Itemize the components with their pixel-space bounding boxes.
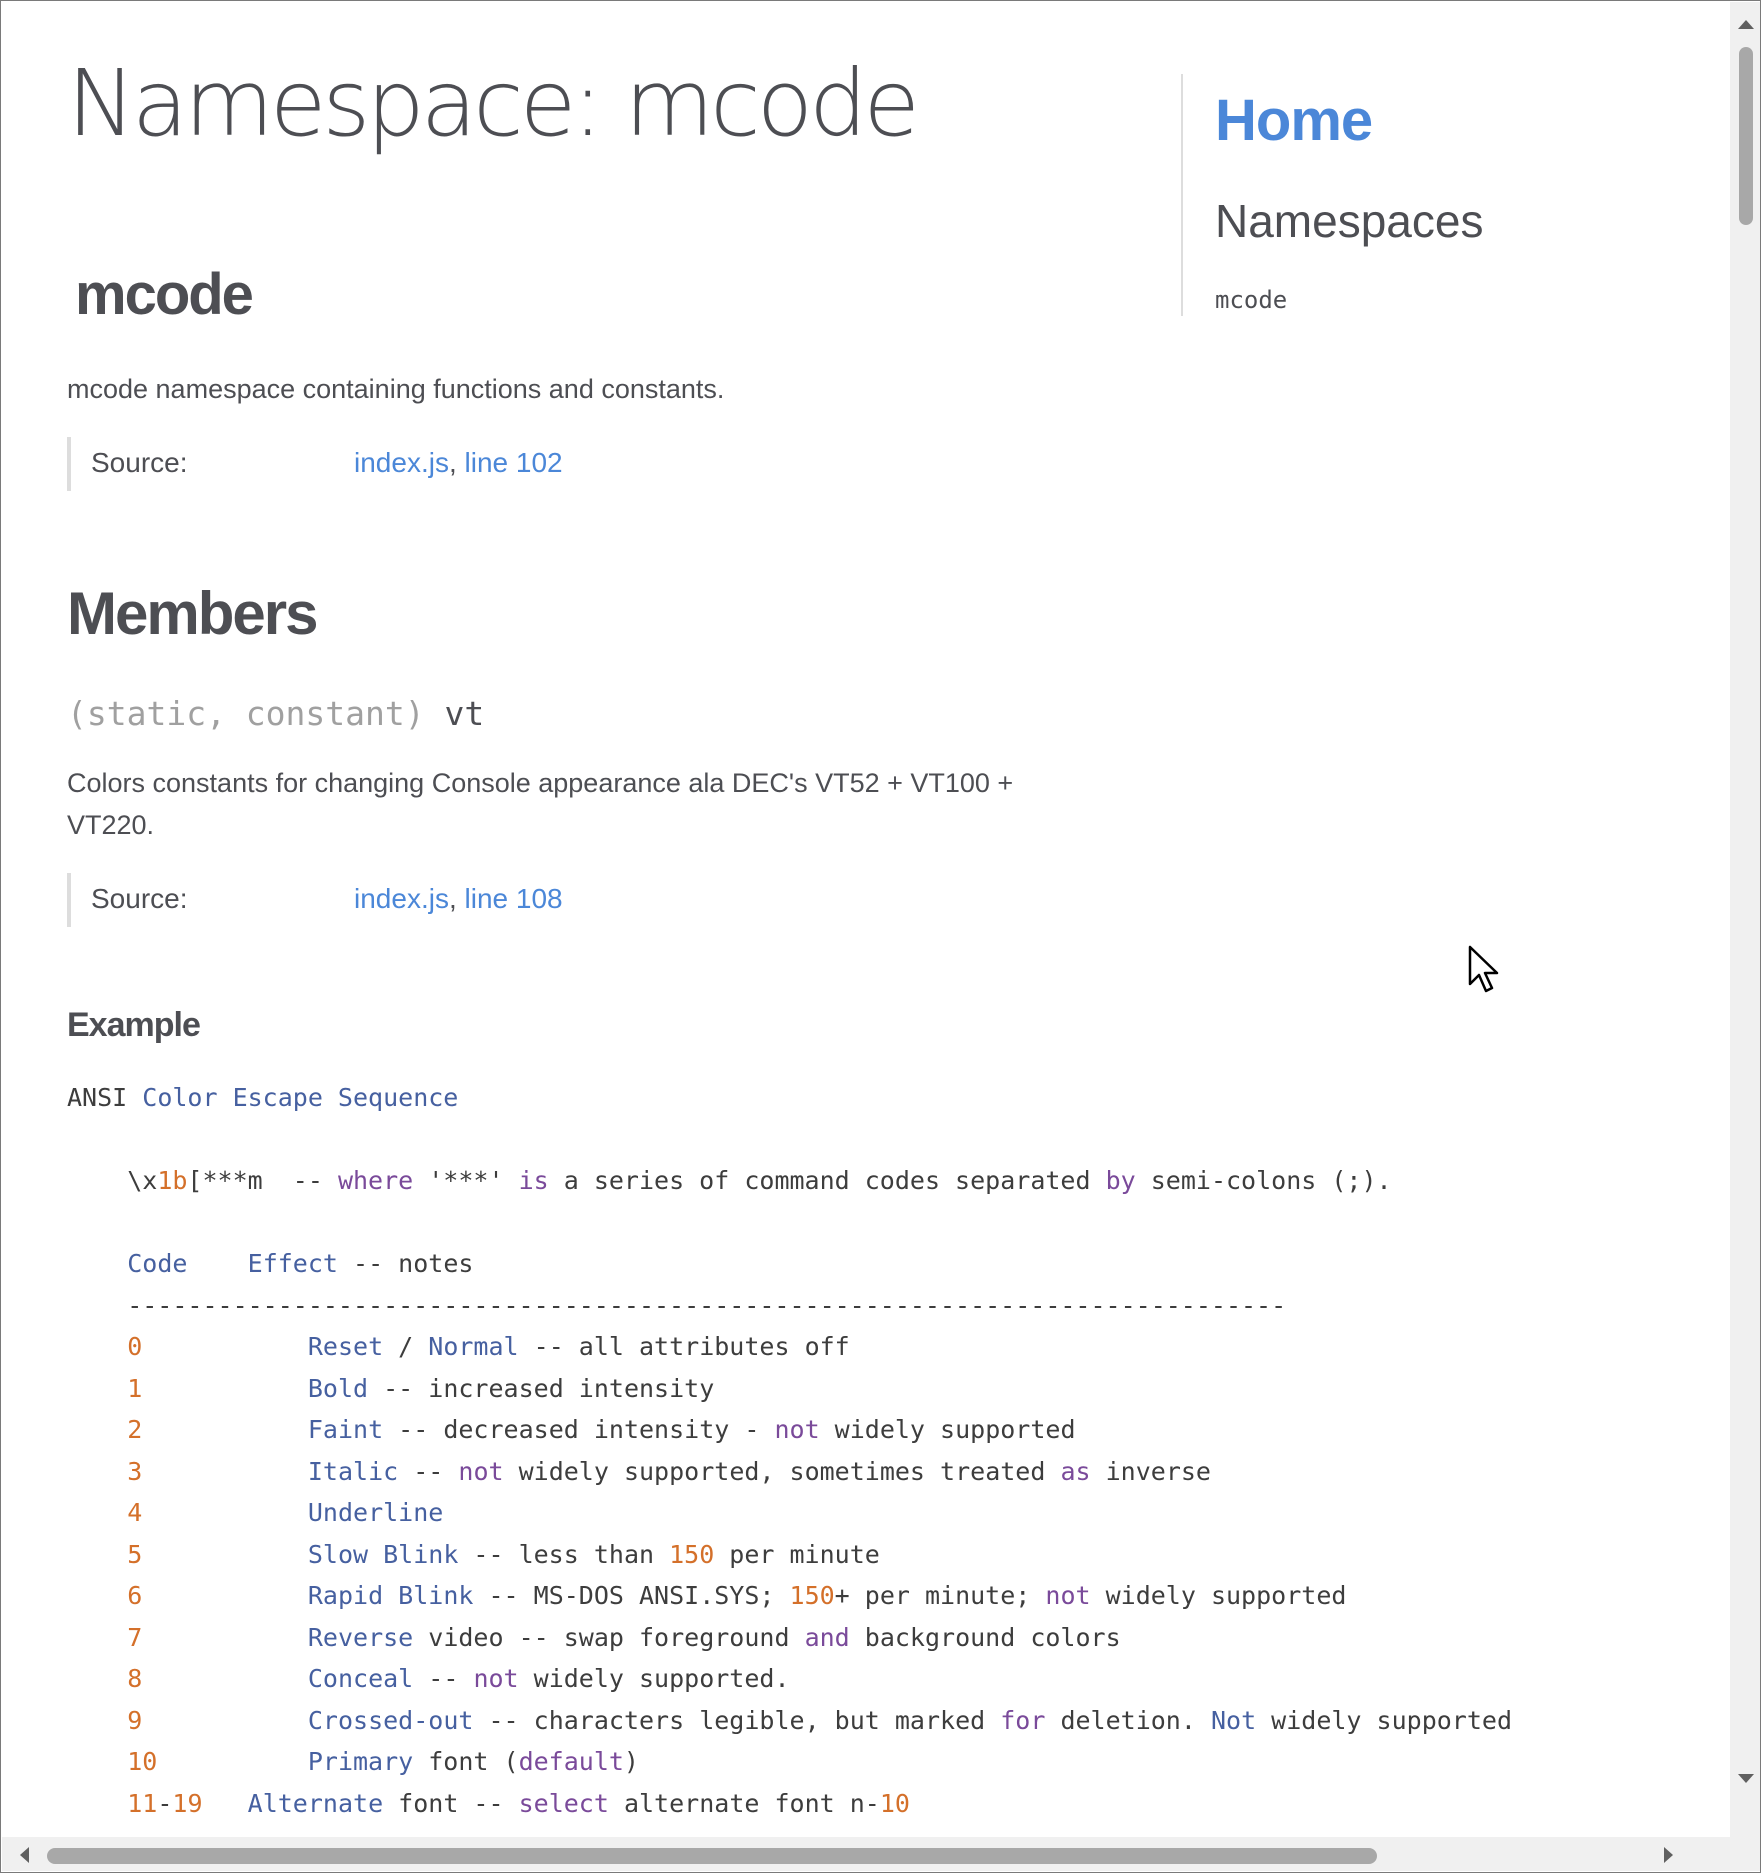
code-token: [67, 1706, 127, 1735]
code-token: [142, 1664, 308, 1693]
code-token: widely supported: [1256, 1705, 1512, 1735]
code-token: a series of command codes separated: [548, 1166, 1106, 1195]
code-token: widely supported: [1090, 1581, 1347, 1610]
code-token: Color Escape Sequence: [142, 1083, 459, 1112]
source-label: Source:: [91, 447, 188, 478]
code-token: [67, 1789, 127, 1818]
code-token: deletion.: [1045, 1705, 1211, 1735]
code-token: video -- swap foreground: [413, 1622, 805, 1652]
code-token: Not: [1210, 1705, 1257, 1735]
code-token: Alternate: [247, 1788, 384, 1818]
code-line: [67, 1285, 1286, 1326]
namespace-description: mcode namespace containing functions and constants.: [67, 374, 725, 404]
code-token: 1: [127, 1373, 143, 1403]
code-token: ANSI: [67, 1083, 143, 1112]
code-token: [142, 1581, 308, 1610]
code-line: [67, 1617, 1121, 1658]
code-token: /: [383, 1332, 429, 1361]
code-token: [142, 1623, 308, 1652]
code-token: Normal: [428, 1332, 519, 1361]
code-token: 150: [669, 1539, 715, 1569]
code-line: [67, 1741, 639, 1782]
code-token: is: [518, 1166, 549, 1195]
code-token: Effect: [247, 1249, 338, 1278]
source-separator: ,: [448, 447, 465, 478]
code-line: [67, 1160, 1392, 1201]
code-token: Italic: [307, 1456, 399, 1486]
code-token: font (: [413, 1747, 519, 1776]
code-token: Primary: [307, 1747, 414, 1776]
code-token: 2: [127, 1415, 143, 1444]
code-line: [67, 1368, 714, 1409]
code-token: widely supported: [819, 1415, 1076, 1444]
code-token: 150: [789, 1581, 835, 1610]
code-line: [67, 1451, 1211, 1492]
source-value: [354, 447, 563, 479]
vertical-scroll-thumb[interactable]: [1739, 47, 1753, 225]
code-token: as: [1060, 1456, 1091, 1486]
code-token: [157, 1747, 308, 1776]
code-token: 6: [127, 1581, 143, 1610]
code-token: Slow Blink: [307, 1539, 459, 1569]
code-line: [67, 1534, 880, 1575]
nav-item-mcode[interactable]: mcode: [1215, 286, 1288, 314]
code-token: 19: [172, 1788, 203, 1818]
code-token: not: [458, 1456, 504, 1486]
code-token: [187, 1249, 247, 1278]
code-line: [67, 1243, 473, 1284]
code-token: Reverse: [307, 1622, 414, 1652]
mouse-pointer-icon: [1467, 944, 1503, 998]
code-token: [67, 1540, 127, 1569]
code-token: 7: [127, 1622, 143, 1652]
code-line: [67, 1077, 458, 1118]
code-token: where: [337, 1166, 414, 1195]
horizontal-scrollbar[interactable]: [2, 1837, 1730, 1871]
namespace-name: mcode: [75, 262, 252, 327]
page-title: Namespace: mcode: [67, 50, 917, 157]
code-token: inverse: [1090, 1456, 1211, 1486]
code-token: --: [398, 1456, 459, 1486]
nav-namespaces-heading: Namespaces: [1215, 195, 1484, 247]
code-token: per minute: [714, 1539, 880, 1569]
code-token: font --: [383, 1788, 519, 1818]
code-token: ): [623, 1747, 639, 1776]
code-token: -- notes: [337, 1249, 474, 1278]
code-token: [142, 1706, 308, 1735]
code-token: 5: [127, 1539, 143, 1569]
code-token: Underline: [307, 1498, 444, 1527]
code-token: [67, 1498, 127, 1527]
code-token: [67, 1249, 127, 1278]
code-token: default: [518, 1747, 624, 1776]
code-token: \x: [67, 1166, 158, 1195]
code-token: -: [157, 1788, 173, 1818]
example-title: Example: [67, 1006, 200, 1044]
source-label: Source:: [91, 883, 188, 914]
namespace-source-details: [67, 437, 671, 491]
member-signature: [67, 694, 484, 733]
code-token: Code: [127, 1249, 188, 1278]
code-token: by: [1105, 1166, 1136, 1195]
members-section-title: Members: [67, 580, 317, 647]
code-token: Bold: [307, 1373, 369, 1403]
code-token: 10: [879, 1788, 910, 1818]
code-line: [67, 1575, 1346, 1616]
code-token: [142, 1498, 308, 1527]
code-token: 1b: [157, 1166, 188, 1195]
member-description: Colors constants for changing Console appearance ala DEC's VT52 + VT100 + VT220.: [67, 768, 1014, 840]
code-token: semi-colons (;).: [1135, 1166, 1392, 1195]
code-line: [67, 1700, 1512, 1741]
code-line: [67, 1492, 443, 1533]
code-line: [67, 1326, 850, 1367]
code-token: [142, 1374, 308, 1403]
code-token: [142, 1540, 308, 1569]
code-token: + per minute;: [834, 1581, 1046, 1610]
code-token: not: [774, 1415, 820, 1444]
code-token: [67, 1415, 127, 1444]
code-token: --: [413, 1664, 474, 1693]
scroll-left-arrow-icon[interactable]: [20, 1847, 29, 1863]
code-token: widely supported, sometimes treated: [503, 1456, 1061, 1486]
code-line: [67, 1409, 1076, 1450]
source-separator: ,: [448, 883, 465, 914]
code-token: [142, 1415, 308, 1444]
code-token: widely supported.: [518, 1664, 790, 1693]
source-line-link[interactable]: line 108: [464, 883, 563, 914]
code-token: background colors: [849, 1622, 1121, 1652]
code-token: Conceal: [307, 1664, 414, 1693]
code-token: and: [804, 1622, 850, 1652]
code-token: not: [473, 1664, 519, 1693]
source-file-link[interactable]: index.js: [354, 447, 449, 478]
code-token: -----------------------------------------------------------------------------: [67, 1290, 1287, 1320]
code-token: 8: [127, 1664, 143, 1693]
code-token: select: [518, 1788, 609, 1818]
code-token: [***m --: [187, 1166, 338, 1195]
code-token: [67, 1747, 127, 1776]
code-token: '***': [413, 1166, 519, 1195]
member-source-details: [67, 873, 671, 927]
code-token: 9: [127, 1705, 143, 1735]
vertical-scrollbar[interactable]: [1730, 2, 1760, 1837]
code-token: Reset: [307, 1332, 384, 1361]
source-line-link[interactable]: line 102: [464, 447, 563, 478]
code-token: 10: [127, 1747, 158, 1776]
code-token: -- characters legible, but marked: [473, 1705, 1001, 1735]
scroll-right-arrow-icon[interactable]: [1664, 1847, 1673, 1863]
code-line: [67, 1658, 790, 1699]
page-viewport: [2, 2, 1729, 1835]
horizontal-scroll-thumb[interactable]: [47, 1848, 1377, 1864]
code-token: Crossed-out: [307, 1705, 474, 1735]
code-line: [67, 1783, 910, 1824]
code-token: [67, 1332, 127, 1361]
code-token: alternate font n-: [608, 1788, 880, 1818]
code-token: [67, 1664, 127, 1693]
member-attributes: (static, constant): [67, 694, 425, 733]
code-token: 4: [127, 1498, 143, 1527]
code-token: not: [1045, 1581, 1091, 1610]
code-token: for: [1000, 1705, 1046, 1735]
code-token: 0: [127, 1332, 143, 1361]
source-value: [354, 883, 563, 915]
code-token: [67, 1623, 127, 1652]
scrollbar-corner: [1730, 1837, 1760, 1871]
code-token: 3: [127, 1456, 143, 1486]
code-token: Rapid Blink: [307, 1581, 474, 1610]
code-token: -- decreased intensity -: [383, 1415, 775, 1444]
code-token: Faint: [307, 1415, 384, 1444]
code-token: [67, 1457, 127, 1486]
side-nav: [1181, 74, 1683, 316]
code-token: -- all attributes off: [518, 1332, 850, 1361]
nav-home-link[interactable]: Home: [1215, 88, 1373, 153]
scroll-down-arrow-icon[interactable]: [1738, 1774, 1754, 1783]
code-token: [142, 1457, 308, 1486]
scroll-up-arrow-icon[interactable]: [1738, 20, 1754, 29]
code-token: -- MS-DOS ANSI.SYS;: [473, 1581, 790, 1610]
code-token: [67, 1581, 127, 1610]
code-token: [142, 1332, 308, 1361]
code-token: [67, 1374, 127, 1403]
code-token: 11: [127, 1788, 158, 1818]
code-token: [203, 1789, 248, 1818]
code-token: -- less than: [458, 1539, 670, 1569]
code-token: -- increased intensity: [368, 1373, 715, 1403]
source-file-link[interactable]: index.js: [354, 883, 449, 914]
member-name: vt: [444, 694, 485, 733]
